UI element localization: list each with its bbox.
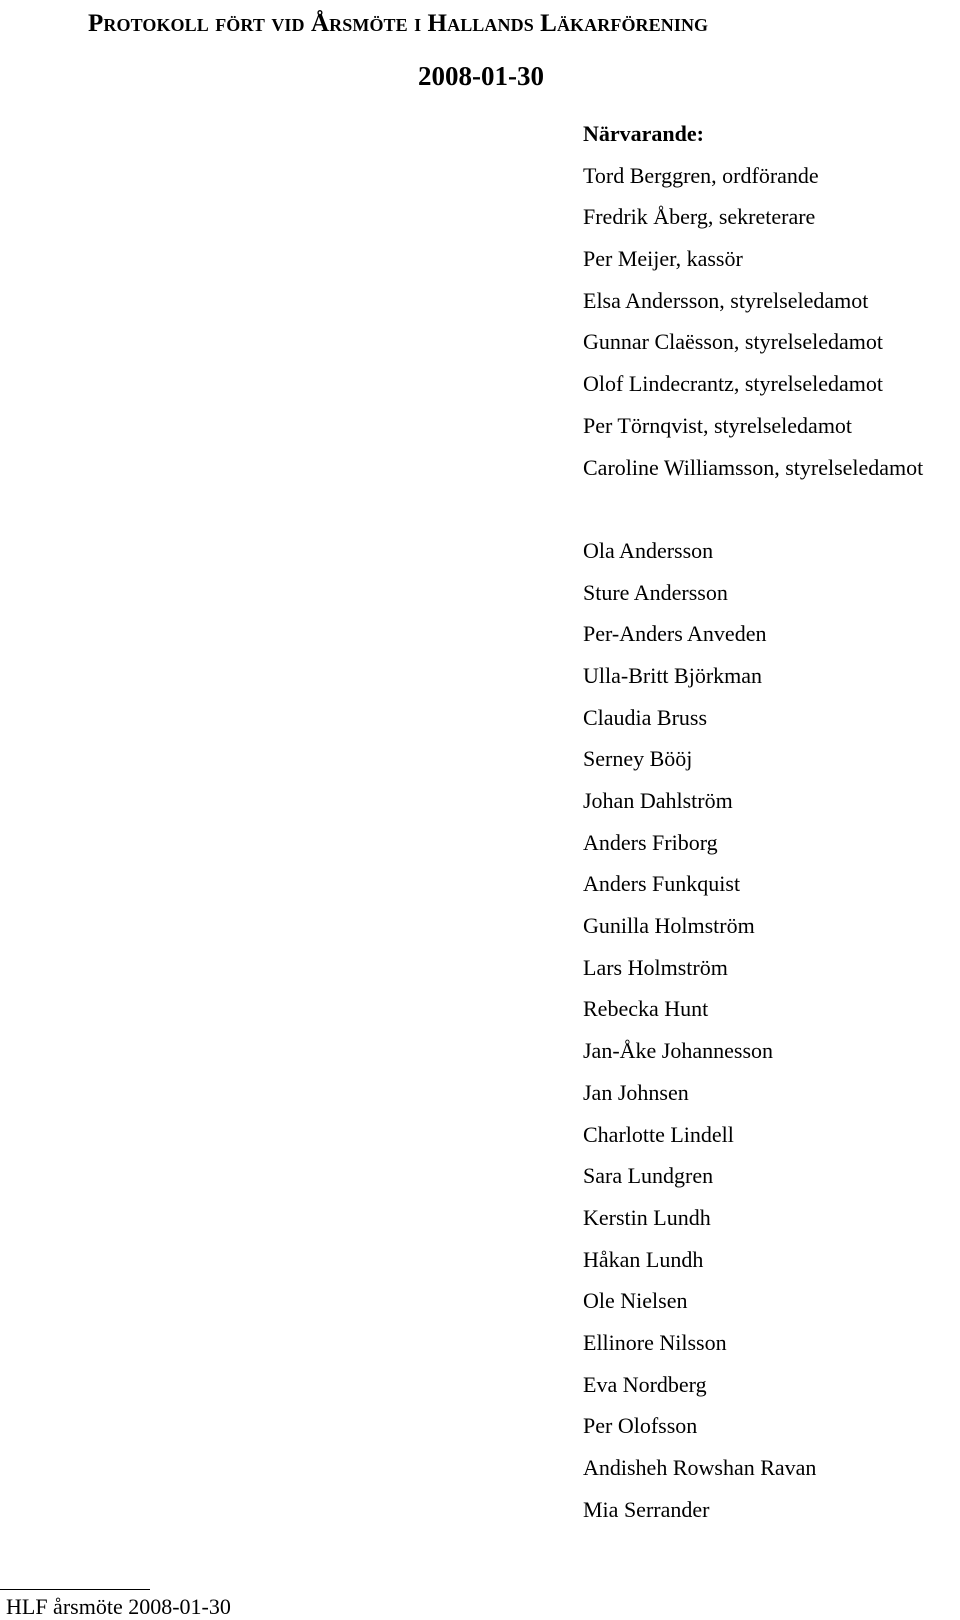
- board-member-item: Tord Berggren, ordförande: [583, 162, 819, 188]
- attendee-item: Sture Andersson: [583, 579, 728, 605]
- attendee-item: Ellinore Nilsson: [583, 1329, 727, 1355]
- attendee-item: Per Olofsson: [583, 1413, 698, 1439]
- board-member-item: Olof Lindecrantz, styrelseledamot: [583, 371, 883, 397]
- attendee-item: Håkan Lundh: [583, 1246, 704, 1272]
- attendance-heading: Närvarande:: [583, 121, 704, 146]
- attendee-item: Eva Nordberg: [583, 1371, 707, 1397]
- attendee-item: Lars Holmström: [583, 954, 728, 980]
- board-member-item: Gunnar Claësson, styrelseledamot: [583, 329, 883, 355]
- attendee-item: Jan Johnsen: [583, 1079, 689, 1105]
- board-member-item: Fredrik Åberg, sekreterare: [583, 204, 816, 230]
- attendee-item: Ole Nielsen: [583, 1288, 688, 1314]
- attendee-item: Andisheh Rowshan Ravan: [583, 1455, 817, 1480]
- attendee-item: Anders Friborg: [583, 829, 718, 855]
- attendee-item: Claudia Bruss: [583, 704, 708, 730]
- attendee-item: Per-Anders Anveden: [583, 621, 767, 647]
- attendance-section: [583, 113, 953, 1530]
- attendee-item: Ola Andersson: [583, 537, 714, 563]
- attendee-item: Jan-Åke Johannesson: [583, 1038, 774, 1064]
- footer-text: HLF årsmöte 2008-01-30: [6, 1594, 231, 1619]
- attendee-item: Serney Bööj: [583, 746, 693, 772]
- attendee-item: Sara Lundgren: [583, 1163, 714, 1189]
- attendee-item: Gunilla Holmström: [583, 913, 755, 939]
- attendee-item: Charlotte Lindell: [583, 1121, 734, 1147]
- board-member-item: Elsa Andersson, styrelseledamot: [583, 287, 869, 313]
- board-members-list: [583, 155, 953, 489]
- attendee-item: Anders Funkquist: [583, 871, 741, 897]
- attendee-item: Rebecka Hunt: [583, 996, 709, 1022]
- attendee-item: Mia Serrander: [583, 1496, 710, 1522]
- board-member-item: Caroline Williamsson, styrelseledamot: [583, 454, 924, 480]
- board-member-item: Per Törnqvist, styrelseledamot: [583, 412, 853, 438]
- list-spacer: [583, 488, 953, 530]
- attendee-item: Johan Dahlström: [583, 788, 733, 813]
- attending-members-list: [583, 530, 953, 1531]
- board-member-item: Per Meijer, kassör: [583, 246, 743, 272]
- attendee-item: Ulla-Britt Björkman: [583, 662, 763, 688]
- attendee-item: Kerstin Lundh: [583, 1204, 711, 1230]
- footer-rule: [0, 1589, 150, 1590]
- document-title: Protokoll fört vid Årsmöte i Hallands Läkarförening: [88, 10, 709, 37]
- document-date: 2008-01-30: [418, 61, 544, 91]
